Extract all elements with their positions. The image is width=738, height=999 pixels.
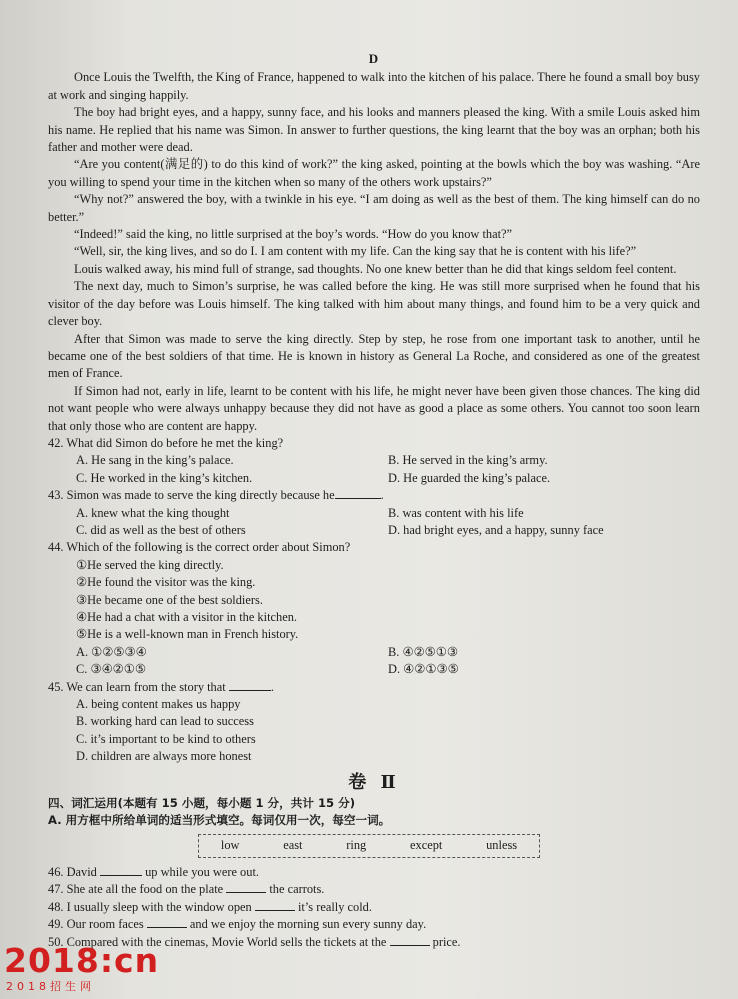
- word-box: [198, 834, 540, 858]
- passage-paragraph-9: After that Simon was made to serve the king directly. Step by step, he rose from one important task to another, until he became one of the best soldiers of that time. He is known in history as General La Roche, and considered as one of the greatest men of France.: [48, 331, 700, 381]
- answer-blank: [226, 892, 266, 893]
- word-box-item: east: [283, 838, 303, 853]
- answer-blank: [147, 927, 187, 928]
- statement-5: ⑤He is a well-known man in French history.: [76, 627, 299, 642]
- question-45-stem: 45. We can learn from the story that .: [48, 679, 274, 694]
- passage-paragraph-3: “Are you content(满足的) to do this kind of work?” the king asked, pointing at the bowls which the boy was washing. “Are you willing to spend your time in the kitchen when so many of the others work upstairs?”: [48, 157, 700, 189]
- question-46-post: up while you were out.: [145, 864, 259, 879]
- passage-paragraph-7: Louis walked away, his mind full of strange, sad thoughts. No one knew better than he did that kings seldom feel content.: [74, 261, 677, 276]
- part-title: 卷 Ⅱ: [348, 771, 400, 793]
- question-48-pre: 48. I usually sleep with the window open: [48, 899, 252, 914]
- statement-4: ④He had a chat with a visitor in the kitchen.: [76, 610, 297, 624]
- question-44-option-b: B. ④②⑤①③: [388, 644, 458, 659]
- word-box-item: ring: [346, 838, 367, 853]
- question-46: [48, 864, 700, 881]
- question-42-options: [48, 452, 700, 487]
- statement-2: ②He found the visitor was the king.: [76, 575, 256, 590]
- statement-1: ①He served the king directly.: [76, 557, 224, 572]
- question-42-option-c: C. He worked in the king’s kitchen.: [76, 470, 253, 485]
- passage-paragraph-10: If Simon had not, early in life, learnt to be content with his life, he might never have been given those chances. The king did not want people who were always unhappy because they did not have as good a place as some others. You cannot too soon learn that only those who are content are happy.: [48, 383, 700, 433]
- question-49-pre: 49. Our room faces: [48, 917, 144, 932]
- passage-paragraph-5: “Indeed!” said the king, no little surprised at the boy’s words. “How do you know that?”: [74, 227, 513, 242]
- watermark-sub-text: 2018招生网: [6, 980, 95, 993]
- question-42-option-a: A. He sang in the king’s palace.: [76, 453, 234, 468]
- answer-blank: [255, 910, 295, 911]
- question-44: [48, 539, 700, 678]
- section-4-title: 四、词汇运用(本题有 15 小题，每小题 1 分，共计 15 分): [48, 796, 356, 811]
- question-43-options: [48, 505, 700, 540]
- passage-paragraph-4: “Why not?” answered the boy, with a twinkle in his eye. “I am doing as well as the best of them. The king himself can do no better.”: [48, 192, 700, 224]
- question-43: [48, 487, 700, 539]
- section-4-a-instructions: A. 用方框中所给单词的适当形式填空。每词仅用一次，每空一词。: [48, 813, 391, 828]
- question-47-pre: 47. She ate all the food on the plate: [48, 882, 224, 897]
- answer-blank: [390, 945, 430, 946]
- question-43-option-d: D. had bright eyes, and a happy, sunny face: [388, 522, 604, 537]
- exam-content: [48, 50, 700, 951]
- question-45-option-b: B. working hard can lead to success: [76, 714, 254, 729]
- question-42-stem: 42. What did Simon do before he met the king?: [48, 435, 284, 450]
- question-43-option-c: C. did as well as the best of others: [76, 522, 246, 537]
- question-49: [48, 916, 700, 933]
- question-43-stem: 43. Simon was made to serve the king directly because he .: [48, 488, 384, 503]
- question-44-statements: [48, 557, 700, 644]
- word-box-item: unless: [486, 838, 518, 853]
- question-49-post: and we enjoy the morning sun every sunny day.: [189, 917, 427, 932]
- question-48-post: it’s really cold.: [297, 899, 372, 914]
- question-44-option-c: C. ③④②①⑤: [76, 662, 146, 677]
- question-45-option-a: A. being content makes us happy: [76, 697, 241, 712]
- question-42: [48, 435, 700, 487]
- passage-paragraph-6: “Well, sir, the king lives, and so do I. I am content with my life. Can the king say that he is content with his life?”: [74, 244, 637, 259]
- question-43-stem-text: 43. Simon was made to serve the king directly because he: [48, 488, 335, 503]
- question-44-option-d: D. ④②①③⑤: [388, 662, 459, 677]
- word-box-item: low: [220, 838, 240, 853]
- answer-blank: [335, 498, 381, 499]
- question-43-option-b: B. was content with his life: [388, 505, 524, 520]
- question-44-stem: 44. Which of the following is the correct order about Simon?: [48, 540, 351, 555]
- question-45: [48, 679, 700, 766]
- question-42-option-d: D. He guarded the king’s palace.: [388, 470, 551, 485]
- question-50-pre: 50. Compared with the cinemas, Movie World sells the tickets at the: [48, 934, 387, 949]
- statement-3: ③He became one of the best soldiers.: [76, 592, 263, 607]
- section-letter: D: [368, 51, 380, 66]
- site-watermark-logo: [4, 943, 194, 995]
- question-44-options: [48, 644, 700, 679]
- question-48: [48, 899, 700, 916]
- watermark-main-text: 2018:cn: [4, 941, 160, 980]
- question-45-option-c: C. it’s important to be kind to others: [76, 731, 256, 746]
- question-42-option-b: B. He served in the king’s army.: [388, 453, 548, 468]
- question-47: [48, 881, 700, 898]
- word-box-item: except: [410, 838, 443, 853]
- question-50-post: price.: [432, 934, 461, 949]
- question-43-option-a: A. knew what the king thought: [76, 505, 230, 520]
- answer-blank: [100, 875, 142, 876]
- question-44-option-a: A. ①②⑤③④: [76, 644, 147, 659]
- question-45-option-d: D. children are always more honest: [76, 749, 252, 764]
- question-47-post: the carrots.: [269, 882, 325, 897]
- passage-paragraph-8: The next day, much to Simon’s surprise, he was called before the king. He was still more surprised when he found that his visitor of the day before was Louis himself. The king talked with him about many things, and found him to be a very quick and clever boy.: [48, 279, 700, 329]
- question-46-pre: 46. David: [48, 864, 97, 879]
- passage-paragraph-2: The boy had bright eyes, and a happy, sunny face, and his looks and manners pleased the king. With a smile Louis asked him his name. He replied that his name was Simon. In answer to further questions, the king learnt that the boy was an orphan; both his father and mother were dead.: [48, 105, 700, 155]
- question-45-stem-text: 45. We can learn from the story that: [48, 679, 226, 694]
- question-45-options: [48, 696, 700, 766]
- passage-paragraph-1: Once Louis the Twelfth, the King of France, happened to walk into the kitchen of his palace. There he found a small boy busy at work and singing happily.: [48, 70, 700, 102]
- answer-blank: [229, 690, 271, 691]
